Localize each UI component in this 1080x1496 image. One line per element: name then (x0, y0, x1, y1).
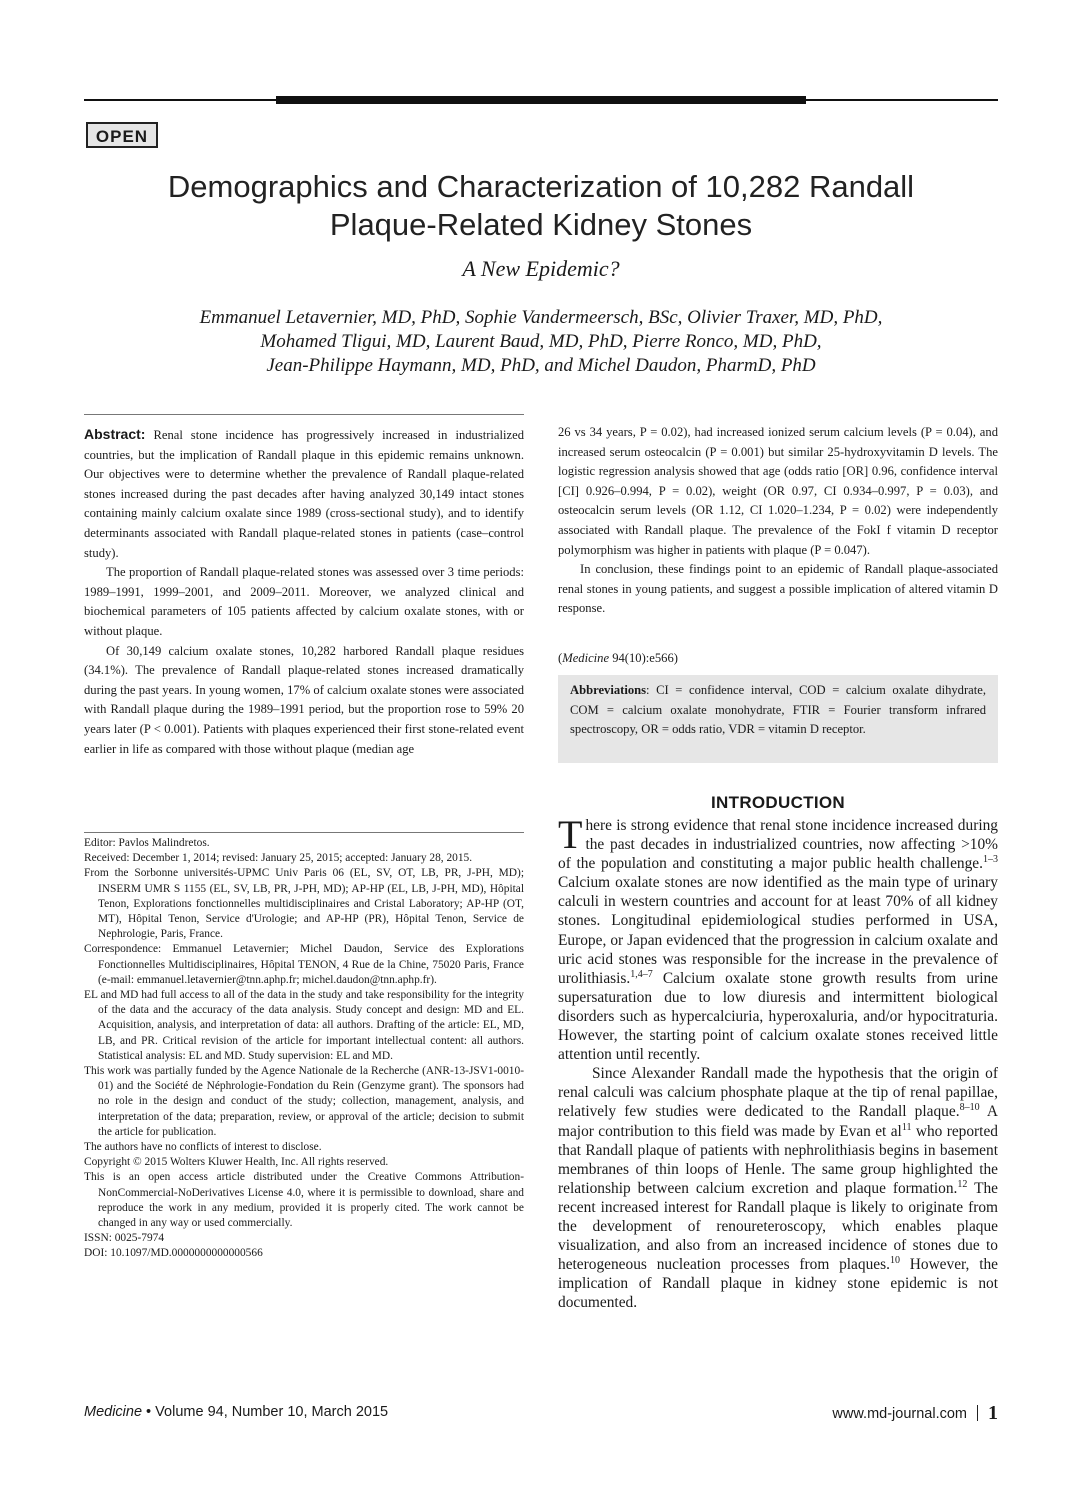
intro-p1a: here is strong evidence that renal stone incidence increased during the past decades in industrialized countries, now affecting >10% of the population and constituting a major public health challenge. (558, 817, 998, 873)
intro-p2c: who reported that Randall plaque of patients with nephrolithiasis begins in basement membranes of thin loops of Henle. The same group highlighted the relationship between calcium excretion and plaque formation. (558, 1122, 998, 1197)
abbreviations-box (558, 675, 998, 763)
abbreviations-label: Abbreviations (570, 683, 647, 697)
abstract-p3: Of 30,149 calcium oxalate stones, 10,282 harbored Randall plaque residues (34.1%). The prevalence of Randall plaque-related stones increased dramatically during the past years. In young women, 17% of calcium oxalate stones were associated with Randall plaque during the 1989–1991 period, but the proportion rose to 59% 20 years later (P < 0.001). Patients with plaques experienced their first stone-related event earlier in life as compared with those without plaque (median age (84, 643, 524, 756)
introduction-heading: INTRODUCTION (711, 793, 845, 812)
footer-right (832, 1402, 998, 1425)
footer-journal-info (84, 1404, 388, 1420)
abstract-right (558, 423, 998, 619)
footer-issue: Volume 94, Number 10, March 2015 (155, 1404, 389, 1420)
introduction-body (558, 812, 999, 1312)
intro-p1c: Calcium oxalate stone growth results from urine supersaturation due to low diuresis and intermittent biological disorders such as hypercalciuria, hyperoxaluria, and/or hypocitraturia. However, the starting point of calcium oxalate stones received little attention until recently. (558, 969, 998, 1064)
intro-p2 (558, 1064, 998, 1312)
ref-4: 11 (901, 1121, 912, 1133)
page-number: 1 (988, 1402, 998, 1424)
abstract-left (84, 425, 524, 759)
note-received: Received: December 1, 2014; revised: January 25, 2015; accepted: January 28, 2015. (84, 852, 473, 865)
abstract-p4: 26 vs 34 years, P = 0.02), had increased ionized serum calcium levels (P = 0.04), and increased serum osteocalcin (P = 0.001) but similar 25-hydroxyvitamin D levels. The logistic regression analysis showed that age (odds ratio [OR] 0.96, confidence interval [CI] 0.926–0.994, P = 0.02), weight (OR 0.97, CI 0.934–0.997, P = 0.03), and osteocalcin serum levels (OR 1.12, CI 1.020–1.234, P = 0.02) were independently associated with Randall plaque. The prevalence of the FokI f vitamin D receptor polymorphism was higher in patients with plaque (P = 0.047). (558, 425, 998, 557)
article-title (84, 168, 998, 244)
ref-1: 1–3 (983, 854, 998, 866)
title-line-1: Demographics and Characterization of 10,282 Randall (167, 169, 915, 204)
front-matter-notes (84, 836, 524, 1262)
open-access-badge: OPEN (86, 122, 158, 148)
ref-2: 1,4–7 (630, 968, 653, 980)
author-line-3: Jean-Philippe Haymann, MD, PhD, and Michel Daudon, PharmD, PhD (266, 355, 816, 376)
citation-journal: Medicine (562, 651, 610, 665)
note-issn: ISSN: 0025-7974 (84, 1232, 165, 1245)
author-line-1: Emmanuel Letavernier, MD, PhD, Sophie Vandermeersch, BSc, Olivier Traxer, MD, PhD, (199, 307, 883, 328)
top-rule-bar (276, 96, 806, 104)
intro-p2b: A major contribution to this field was made by Evan et al (558, 1103, 998, 1140)
article-subtitle: A New Epidemic? (462, 256, 620, 281)
abbreviations-text: : CI = confidence interval, COD = calcium oxalate dihydrate, COM = calcium oxalate monohydrate, FTIR = Fourier transform infrared spectroscopy, OR = odds ratio, VDR = vitamin D receptor. (570, 683, 986, 737)
note-affiliations: From the Sorbonne universités-UPMC Univ Paris 06 (EL, SV, OT, LB, PR, J-PH, MD); INSERM UMR S 1155 (EL, SV, LB, PR, J-PH, MD); AP-HP (EL, LB, J-PH, MD), Hôpital Tenon, Explorations fonctionnelles multidisciplinaires and Cristal Laboratory; AP-HP (OT, MT), Hôpital Tenon, Service d'Urologie; and AP-HP (PR), Hôpital Tenon, Service de Nephrologie, Paris, France. (84, 867, 524, 941)
author-list (84, 306, 998, 378)
citation (558, 651, 678, 666)
notes-rule (84, 832, 524, 833)
note-copyright: Copyright © 2015 Wolters Kluwer Health, Inc. All rights reserved. (84, 1156, 389, 1169)
intro-p2d: The recent increased interest for Randall plaque is likely to originate from the development of renoureteroscopy, which enables plaque visualization, and also from an increased incidence of stones due to heterogeneous nucleation processes from plaques. (558, 1179, 999, 1274)
citation-rest: 94(10):e566) (609, 651, 678, 665)
note-conflicts: The authors have no conflicts of interest to disclose. (84, 1141, 322, 1154)
abstract-p5: In conclusion, these findings point to an epidemic of Randall plaque-associated renal stones in young patients, and suggest a possible implication of altered vitamin D response. (558, 562, 998, 616)
footer-url[interactable]: www.md-journal.com (832, 1406, 967, 1422)
abstract-label: Abstract: (84, 426, 146, 442)
note-doi: DOI: 10.1097/MD.0000000000000566 (84, 1247, 263, 1260)
title-line-2: Plaque-Related Kidney Stones (329, 207, 753, 242)
abstract-p2: The proportion of Randall plaque-related stones was assessed over 3 time periods: 1989–1991, 1999–2001, and 2009–2011. Moreover, we analyzed clinical and biochemical parameters of 105 patients affected by calcium oxalate stones, with or without plaque. (84, 565, 524, 638)
author-line-2: Mohamed Tligui, MD, Laurent Baud, MD, PhD, Pierre Ronco, MD, PhD, (260, 331, 822, 352)
note-funding: This work was partially funded by the Agence Nationale de la Recherche (ANR-13-JSV1-0010-01) and the Société de Néphrologie-Fondation du Rein (Genzyme grant). The sponsors had no role in the design and conduct of the study; collection, management, analysis, and interpretation of the data; preparation, review, or approval of the article; decision to submit the article for publication. (84, 1065, 524, 1138)
footer-journal: Medicine (84, 1404, 143, 1420)
intro-p2a: Since Alexander Randall made the hypothesis that the origin of renal calculi was calcium phosphate plaque at the tip of renal papillae, relatively few studies were dedicated to the Randall plaque. (558, 1065, 998, 1121)
citation-paren: ( (558, 651, 563, 665)
ref-6: 10 (889, 1255, 900, 1267)
abstract-rule (84, 414, 524, 415)
ref-3: 8–10 (959, 1102, 980, 1114)
footer-separator (977, 1405, 978, 1421)
intro-p1 (558, 812, 998, 1064)
footer-bullet: • (142, 1404, 156, 1420)
note-contributions: EL and MD had full access to all of the data in the study and take responsibility for the integrity of the data and the accuracy of the data analysis. Study concept and design: MD and EL. Acquisition, analysis, and interpretation of data: all authors. Drafting of the article: EL, MD, LB, and PR. Critical revision of the article for important intellectual content: all authors. Statistical analysis: EL and MD. Study supervision: EL and MD. (84, 989, 524, 1062)
ref-5: 12 (957, 1178, 968, 1190)
note-correspondence: Correspondence: Emmanuel Letavernier; Michel Daudon, Service des Explorations Fonctionnelles Multidisciplinaires, Hôpital TENON, 4 Rue de la Chine, 75020 Paris, France (e-mail: emmanuel.letavernier@tnn.aphp.fr; michel.daudon@tnn.aphp.fr). (84, 943, 524, 986)
intro-p2e: However, the implication of Randall plaque in kidney stone epidemic is not documented. (558, 1256, 998, 1312)
abstract-p1 (84, 425, 524, 563)
intro-p1b: Calcium oxalate stones are now identified as the main type of urinary calculi in western countries and account for at least 70% of all kidney stones. Longitudinal epidemiological studies performed in USA, Europe, or Japan evidenced that the progression in calcium oxalate and uric acid stones was responsible for the increase in the prevalence of urolithiasis. (558, 874, 998, 987)
note-license: This is an open access article distributed under the Creative Commons Attribution-NonCommercial-NoDerivatives License 4.0, where it is permissible to download, share and reproduce the work in any medium, provided it is properly cited. The work cannot be changed in any way or used commercially. (84, 1171, 524, 1230)
note-editor: Editor: Pavlos Malindretos. (84, 837, 210, 849)
drop-cap: T (558, 812, 583, 857)
abstract-p1-text: Renal stone incidence has progressively increased in industrialized countries, but the implication of Randall plaque in this epidemic remains unknown. Our objectives were to determine whether the prevalence of Randall plaque-related stones increased during the past decades after having analyzed 30,149 intact stones containing mainly calcium oxalate since 1989 (cross-sectional study), and to identify determinants associated with Randall plaque-related stones in patients (case–control study). (84, 428, 524, 560)
